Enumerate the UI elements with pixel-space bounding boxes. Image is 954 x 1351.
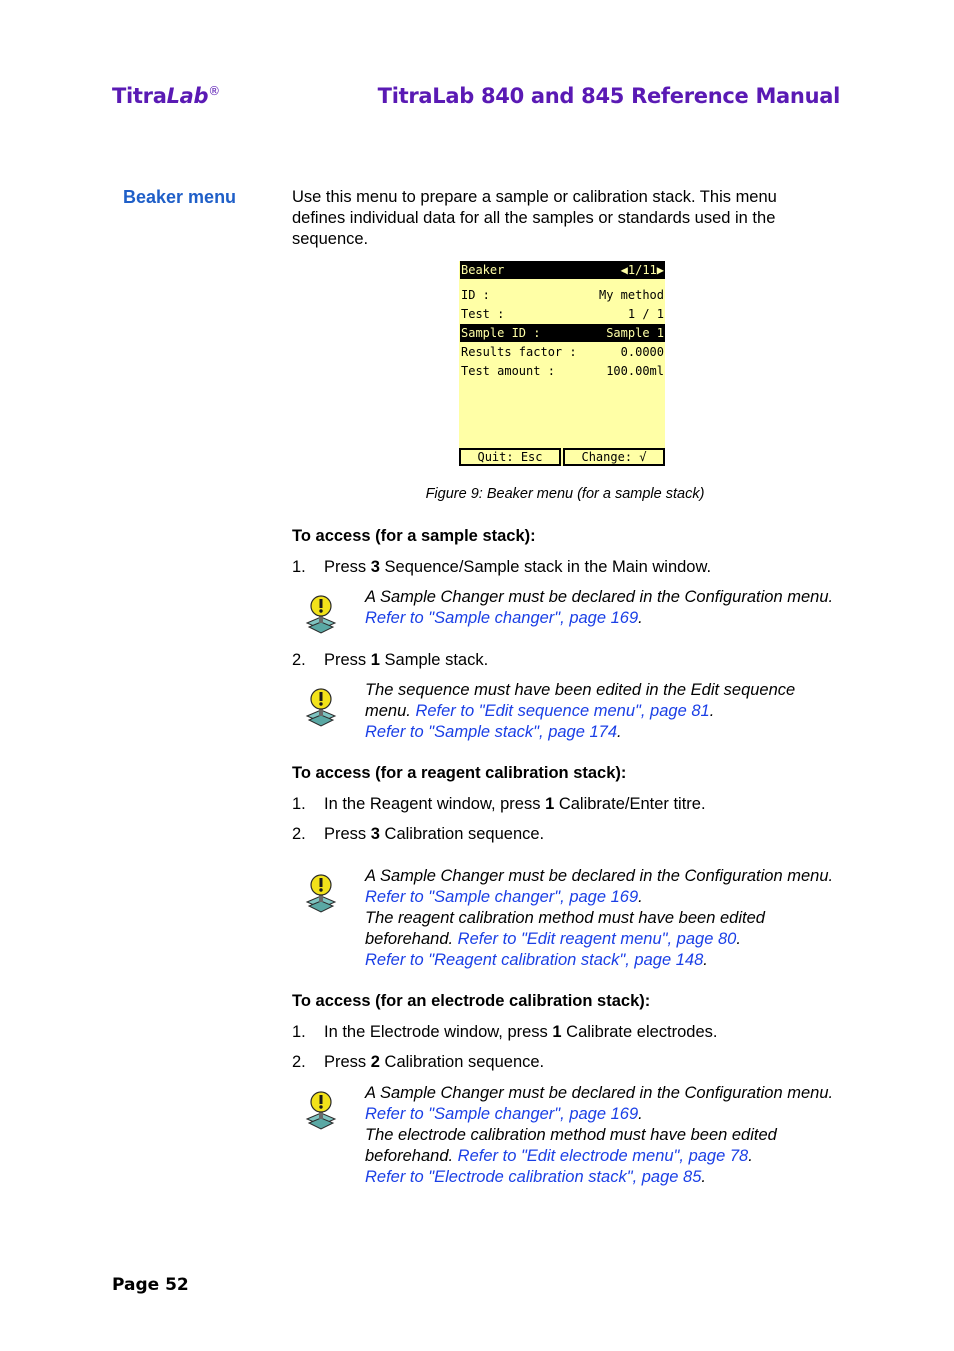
change-softkey: Change: √ bbox=[563, 448, 665, 466]
row-label: Results factor : bbox=[461, 345, 577, 359]
screen-row-results-factor bbox=[460, 343, 665, 361]
beaker-menu-screen bbox=[459, 261, 665, 466]
screen-row-test bbox=[460, 305, 665, 323]
link-reagent-calibration-stack[interactable]: Refer to "Reagent calibration stack", page 148 bbox=[365, 951, 704, 969]
row-label: Test : bbox=[461, 307, 505, 321]
section-heading: Beaker menu bbox=[123, 187, 237, 207]
link-sample-changer[interactable]: Refer to "Sample changer", page 169 bbox=[365, 888, 639, 906]
intro-paragraph: Use this menu to prepare a sample or calibration stack. This menu defines individual data for all the samples or standards used in the sequence. bbox=[292, 188, 777, 248]
electrode-step-1: 1. In the Electrode window, press 1 Calibrate electrodes. bbox=[292, 1023, 718, 1041]
link-sample-changer[interactable]: Refer to "Sample changer", page 169 bbox=[365, 1105, 639, 1123]
quit-softkey: Quit: Esc bbox=[459, 448, 561, 466]
page-number: Page 52 bbox=[112, 1275, 189, 1295]
link-sample-changer[interactable]: Refer to "Sample changer", page 169 bbox=[365, 609, 639, 627]
row-label: Test amount : bbox=[461, 364, 555, 378]
sample-step-1: 1. Press 3 Sequence/Sample stack in the Main window. bbox=[292, 558, 712, 576]
row-value: My method bbox=[598, 288, 664, 302]
warning-note-icon bbox=[304, 1089, 338, 1131]
screen-row-id bbox=[460, 286, 665, 304]
row-value: 0.0000 bbox=[620, 345, 664, 359]
screen-row-sample-id bbox=[460, 324, 665, 342]
screen-page-nav: ◀1/11▶ bbox=[620, 263, 664, 277]
warning-note-icon bbox=[304, 872, 338, 914]
warning-note-icon bbox=[304, 686, 338, 728]
row-value: 1 / 1 bbox=[627, 307, 664, 321]
electrode-stack-heading: To access (for an electrode calibration stack): bbox=[292, 992, 651, 1010]
electrode-step-2: 2. Press 2 Calibration sequence. bbox=[292, 1053, 545, 1071]
figure-caption: Figure 9: Beaker menu (for a sample stack) bbox=[425, 486, 705, 502]
warning-note-icon bbox=[304, 593, 338, 635]
row-value: Sample 1 bbox=[606, 326, 664, 340]
note-reagent-calibration: A Sample Changer must be declared in the Configuration menu. Refer to "Sample changer", page 169. The reagent calibration method must have been edited beforehand. Refer to "Edit reagent menu", page 80. Refer to "Reagent calibration stack", page 148. bbox=[365, 867, 834, 969]
note-sample-changer: A Sample Changer must be declared in the Configuration menu. Refer to "Sample changer", page 169. bbox=[365, 588, 834, 627]
reagent-step-2: 2. Press 3 Calibration sequence. bbox=[292, 825, 545, 843]
link-edit-reagent-menu[interactable]: Refer to "Edit reagent menu", page 80 bbox=[457, 930, 737, 948]
reagent-step-1: 1. In the Reagent window, press 1 Calibrate/Enter titre. bbox=[292, 795, 706, 813]
sample-step-2: 2. Press 1 Sample stack. bbox=[292, 651, 489, 669]
row-label: ID : bbox=[461, 288, 490, 302]
link-electrode-calibration-stack[interactable]: Refer to "Electrode calibration stack", page 85 bbox=[365, 1168, 702, 1186]
brand-logo: TitraLab® bbox=[112, 84, 220, 108]
link-sample-stack[interactable]: Refer to "Sample stack", page 174 bbox=[365, 723, 618, 741]
row-value: 100.00ml bbox=[606, 364, 664, 378]
link-edit-sequence-menu[interactable]: Refer to "Edit sequence menu", page 81 bbox=[415, 702, 710, 720]
sample-stack-heading: To access (for a sample stack): bbox=[292, 527, 536, 545]
manual-title: TitraLab 840 and 845 Reference Manual bbox=[377, 84, 840, 108]
note-edit-sequence: The sequence must have been edited in the Edit sequence menu. Refer to "Edit sequence menu", page 81. Refer to "Sample stack", page 174. bbox=[365, 681, 796, 741]
note-electrode-calibration: A Sample Changer must be declared in the Configuration menu. Refer to "Sample changer", page 169. The electrode calibration method must have been edited beforehand. Refer to "Edit electrode menu", page 78. Refer to "Electrode calibration stack", page 85. bbox=[365, 1084, 834, 1186]
row-label: Sample ID : bbox=[461, 326, 541, 340]
screen-softkeys bbox=[459, 448, 665, 466]
reagent-stack-heading: To access (for a reagent calibration stack): bbox=[292, 764, 627, 782]
screen-title-bar bbox=[460, 261, 665, 279]
screen-title: Beaker bbox=[461, 263, 505, 277]
link-edit-electrode-menu[interactable]: Refer to "Edit electrode menu", page 78 bbox=[457, 1147, 749, 1165]
screen-row-test-amount bbox=[460, 362, 665, 380]
